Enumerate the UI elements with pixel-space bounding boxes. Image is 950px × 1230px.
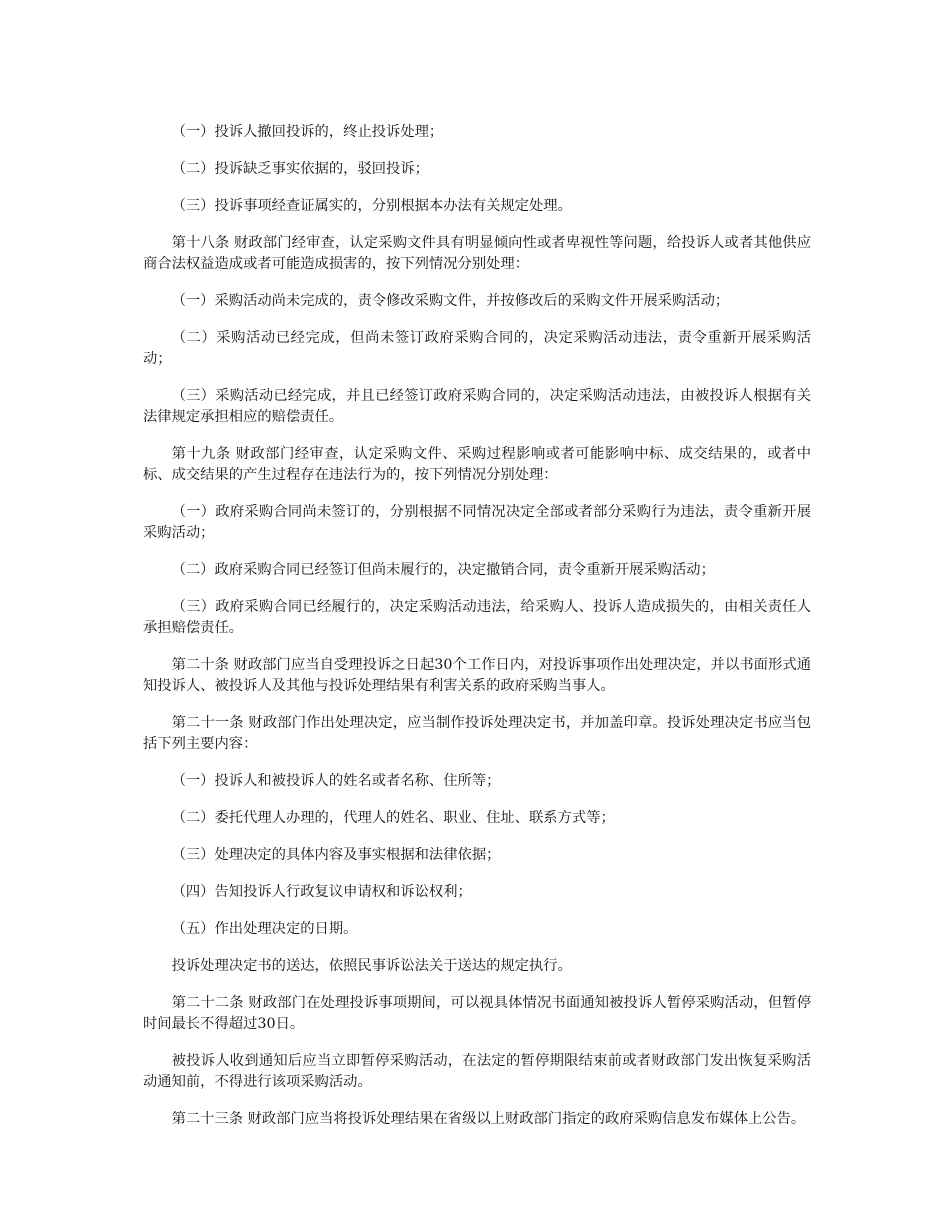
- article-21: 第二十一条 财政部门作出处理决定，应当制作投诉处理决定书，并加盖印章。投诉处理决定书应当包括下列主要内容：: [143, 715, 811, 752]
- paragraph: （二）采购活动已经完成，但尚未签订政府采购合同的，决定采购活动违法，责令重新开展采购活动；: [143, 330, 811, 367]
- paragraph: （一）政府采购合同尚未签订的，分别根据不同情况决定全部或者部分采购行为违法，责令重新开展采购活动；: [143, 504, 811, 541]
- paragraph: 投诉处理决定书的送达，依照民事诉讼法关于送达的规定执行。: [171, 958, 572, 974]
- paragraph: （二）投诉缺乏事实依据的，驳回投诉；: [171, 161, 429, 177]
- paragraph: 被投诉人收到通知后应当立即暂停采购活动，在法定的暂停期限结束前或者财政部门发出恢复采购活动通知前，不得进行该项采购活动。: [143, 1053, 811, 1090]
- paragraph: （三）处理决定的具体内容及事实根据和法律依据；: [171, 847, 501, 863]
- paragraph: （四）告知投诉人行政复议申请权和诉讼权利；: [171, 884, 472, 900]
- paragraph: （三）政府采购合同已经履行的，决定采购活动违法，给采购人、投诉人造成损失的，由相关责任人承担赔偿责任。: [143, 599, 811, 636]
- paragraph: （二）政府采购合同已经签订但尚未履行的，决定撤销合同，责令重新开展采购活动；: [171, 562, 715, 578]
- paragraph: （三）采购活动已经完成，并且已经签订政府采购合同的，决定采购活动违法，由被投诉人根据有关法律规定承担相应的赔偿责任。: [143, 388, 811, 425]
- article-19: 第十九条 财政部门经审查，认定采购文件、采购过程影响或者可能影响中标、成交结果的，或者中标、成交结果的产生过程存在违法行为的，按下列情况分别处理：: [143, 446, 811, 483]
- paragraph: （三）投诉事项经查证属实的，分别根据本办法有关规定处理。: [171, 198, 572, 214]
- paragraph: （一）投诉人和被投诉人的姓名或者名称、住所等；: [171, 773, 501, 789]
- document-body: [143, 122, 811, 1146]
- article-20: 第二十条 财政部门应当自受理投诉之日起30个工作日内，对投诉事项作出处理决定，并以书面形式通知投诉人、被投诉人及其他与投诉处理结果有利害关系的政府采购当事人。: [143, 657, 811, 694]
- paragraph: （一）采购活动尚未完成的，责令修改采购文件，并按修改后的采购文件开展采购活动；: [171, 293, 730, 309]
- paragraph: （一）投诉人撤回投诉的，终止投诉处理；: [171, 124, 444, 140]
- paragraph: （五）作出处理决定的日期。: [171, 921, 358, 937]
- article-22: 第二十二条 财政部门在处理投诉事项期间，可以视具体情况书面通知被投诉人暂停采购活动，但暂停时间最长不得超过30日。: [143, 995, 811, 1032]
- article-18: 第十八条 财政部门经审查，认定采购文件具有明显倾向性或者卑视性等问题，给投诉人或者其他供应商合法权益造成或者可能造成损害的，按下列情况分别处理：: [143, 235, 811, 272]
- paragraph: （二）委托代理人办理的，代理人的姓名、职业、住址、联系方式等；: [171, 810, 615, 826]
- article-23: 第二十三条 财政部门应当将投诉处理结果在省级以上财政部门指定的政府采购信息发布媒体上公告。: [171, 1111, 806, 1127]
